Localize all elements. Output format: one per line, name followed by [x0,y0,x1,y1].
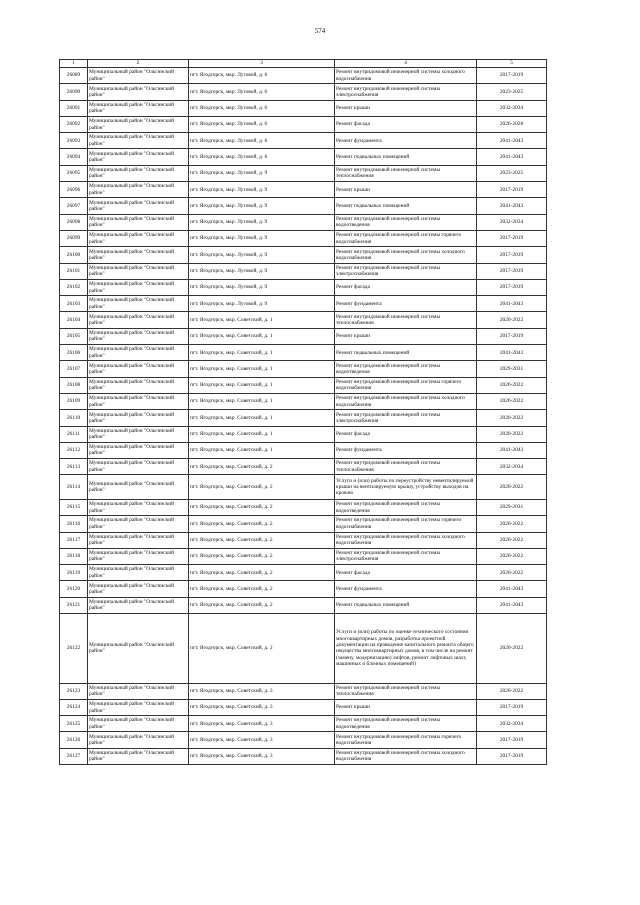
work-type-cell: Ремонт внутридомовой инженерной системы электроснабжения [335,410,477,426]
period-cell: 2020-2022 [477,410,547,426]
municipality-cell: Муниципальный район "Ольгинский район" [88,149,189,165]
work-type-cell: Услуги и (или) работы по переустройству невентилируемой крыши на вентилируемую крышу, устройству выходов на кровлю [335,475,477,500]
table-body [60,68,547,765]
period-cell: 2020-2022 [477,377,547,393]
address-cell: пгт. Ягодгорск, мкр. Советский, д. 2 [189,499,335,515]
row-number: 26121 [60,597,88,613]
column-header-3: 3 [189,60,335,68]
table-row [60,699,547,715]
municipality-cell: Муниципальный район "Ольгинский район" [88,732,189,748]
address-cell: пгт. Ягодгорск, мкр. Луговой, д. 6 [189,133,335,149]
work-type-cell: Ремонт фасада [335,116,477,132]
work-type-cell: Ремонт внутридомовой инженерной системы холодного водоснабжения [335,532,477,548]
work-type-cell: Ремонт внутридомовой инженерной системы электроснабжения [335,84,477,100]
row-number: 26105 [60,328,88,344]
row-number: 26100 [60,247,88,263]
table-row [60,581,547,597]
table-row [60,410,547,426]
table-row [60,475,547,500]
period-cell: 2017-2019 [477,732,547,748]
municipality-cell: Муниципальный район "Ольгинский район" [88,581,189,597]
municipality-cell: Муниципальный район "Ольгинский район" [88,614,189,684]
period-cell: 2041-2043 [477,597,547,613]
row-number: 26092 [60,116,88,132]
row-number: 26107 [60,361,88,377]
address-cell: пгт. Ягодгорск, мкр. Луговой, д. 9 [189,296,335,312]
period-cell: 2041-2043 [477,581,547,597]
work-type-cell: Ремонт подвальных помещений [335,149,477,165]
period-cell: 2041-2043 [477,345,547,361]
address-cell: пгт. Ягодгорск, мкр. Советский, д. 2 [189,581,335,597]
period-cell: 2032-2034 [477,214,547,230]
period-cell: 2020-2022 [477,614,547,684]
period-cell: 2020-2022 [477,475,547,500]
work-type-cell: Ремонт фасада [335,565,477,581]
table-row [60,133,547,149]
row-number: 26101 [60,263,88,279]
period-cell: 2032-2034 [477,459,547,475]
address-cell: пгт. Ягодгорск, мкр. Луговой, д. 6 [189,84,335,100]
municipality-cell: Муниципальный район "Ольгинский район" [88,475,189,500]
municipality-cell: Муниципальный район "Ольгинский район" [88,459,189,475]
address-cell: пгт. Ягодгорск, мкр. Советский, д. 3 [189,748,335,764]
address-cell: пгт. Ягодгорск, мкр. Луговой, д. 9 [189,230,335,246]
row-number: 26091 [60,100,88,116]
row-number: 26109 [60,393,88,409]
address-cell: пгт. Ягодгорск, мкр. Советский, д. 2 [189,614,335,684]
address-cell: пгт. Ягодгорск, мкр. Советский, д. 2 [189,548,335,564]
period-cell: 2017-2019 [477,230,547,246]
municipality-cell: Муниципальный район "Ольгинский район" [88,328,189,344]
municipality-cell: Муниципальный район "Ольгинский район" [88,279,189,295]
address-cell: пгт. Ягодгорск, мкр. Советский, д. 1 [189,426,335,442]
row-number: 26094 [60,149,88,165]
row-number: 26096 [60,182,88,198]
work-type-cell: Ремонт крыши [335,699,477,715]
address-cell: пгт. Ягодгорск, мкр. Луговой, д. 9 [189,165,335,181]
address-cell: пгт. Ягодгорск, мкр. Советский, д. 3 [189,732,335,748]
municipality-cell: Муниципальный район "Ольгинский район" [88,133,189,149]
address-cell: пгт. Ягодгорск, мкр. Луговой, д. 9 [189,247,335,263]
period-cell: 2017-2019 [477,699,547,715]
row-number: 26102 [60,279,88,295]
work-type-cell: Ремонт крыши [335,100,477,116]
work-type-cell: Ремонт внутридомовой инженерной системы холодного водоснабжения [335,68,477,84]
work-type-cell: Ремонт внутридомовой инженерной системы холодного водоснабжения [335,748,477,764]
table-row [60,165,547,181]
table-row [60,182,547,198]
row-number: 26125 [60,716,88,732]
municipality-cell: Муниципальный район "Ольгинский район" [88,263,189,279]
table-row [60,68,547,84]
period-cell: 2020-2022 [477,532,547,548]
row-number: 26119 [60,565,88,581]
period-cell: 2017-2019 [477,279,547,295]
municipality-cell: Муниципальный район "Ольгинский район" [88,516,189,532]
municipality-cell: Муниципальный район "Ольгинский район" [88,312,189,328]
municipality-cell: Муниципальный район "Ольгинский район" [88,699,189,715]
municipality-cell: Муниципальный район "Ольгинский район" [88,565,189,581]
table-row [60,263,547,279]
work-type-cell: Ремонт внутридомовой инженерной системы горячего водоснабжения [335,516,477,532]
row-number: 26120 [60,581,88,597]
period-cell: 2017-2019 [477,748,547,764]
table-row [60,198,547,214]
row-number: 26090 [60,84,88,100]
table-row [60,548,547,564]
work-type-cell: Ремонт внутридомовой инженерной системы водоотведения [335,716,477,732]
table-row [60,614,547,684]
work-type-cell: Ремонт подвальных помещений [335,597,477,613]
row-number: 26103 [60,296,88,312]
table-row [60,312,547,328]
period-cell: 2023-2025 [477,84,547,100]
address-cell: пгт. Ягодгорск, мкр. Луговой, д. 6 [189,100,335,116]
work-type-cell: Ремонт фасада [335,426,477,442]
municipality-cell: Муниципальный район "Ольгинский район" [88,442,189,458]
table-row [60,716,547,732]
municipality-cell: Муниципальный район "Ольгинский район" [88,296,189,312]
work-type-cell: Ремонт внутридомовой инженерной системы горячего водоснабжения [335,377,477,393]
row-number: 26122 [60,614,88,684]
municipality-cell: Муниципальный район "Ольгинский район" [88,230,189,246]
row-number: 26099 [60,230,88,246]
address-cell: пгт. Ягодгорск, мкр. Луговой, д. 9 [189,198,335,214]
municipality-cell: Муниципальный район "Ольгинский район" [88,116,189,132]
row-number: 26126 [60,732,88,748]
row-number: 26113 [60,459,88,475]
period-cell: 2020-2022 [477,516,547,532]
table-row [60,279,547,295]
row-number: 26110 [60,410,88,426]
row-number: 26093 [60,133,88,149]
table-row [60,516,547,532]
table-header [60,60,547,68]
row-number: 26097 [60,198,88,214]
table-row [60,100,547,116]
period-cell: 2017-2019 [477,263,547,279]
address-cell: пгт. Ягодгорск, мкр. Луговой, д. 6 [189,116,335,132]
period-cell: 2020-2022 [477,683,547,699]
period-cell: 2023-2025 [477,165,547,181]
row-number: 26098 [60,214,88,230]
municipality-cell: Муниципальный район "Ольгинский район" [88,597,189,613]
municipality-cell: Муниципальный район "Ольгинский район" [88,393,189,409]
work-type-cell: Ремонт фасада [335,279,477,295]
work-type-cell: Ремонт внутридомовой инженерной системы теплоснабжения [335,165,477,181]
work-type-cell: Ремонт внутридомовой инженерной системы водоотведения [335,499,477,515]
work-type-cell: Ремонт фундамента [335,296,477,312]
period-cell: 2026-2028 [477,116,547,132]
municipality-cell: Муниципальный район "Ольгинский район" [88,548,189,564]
period-cell: 2032-2034 [477,716,547,732]
table-row [60,116,547,132]
work-type-cell: Ремонт внутридомовой инженерной системы холодного водоснабжения [335,247,477,263]
address-cell: пгт. Ягодгорск, мкр. Советский, д. 2 [189,459,335,475]
address-cell: пгт. Ягодгорск, мкр. Луговой, д. 9 [189,263,335,279]
address-cell: пгт. Ягодгорск, мкр. Советский, д. 3 [189,683,335,699]
table-row [60,459,547,475]
row-number: 26095 [60,165,88,181]
row-number: 26104 [60,312,88,328]
table-row [60,328,547,344]
period-cell: 2032-2034 [477,100,547,116]
row-number: 26112 [60,442,88,458]
row-number: 26127 [60,748,88,764]
register-table [59,59,547,765]
work-type-cell: Услуги и (или) работы по оценке технического состояния многоквартирных домов, разработка проектной документации на проведение капитального ремонта общего имущества многоквартирных домов, в том числе на ремонт (замену, модернизацию) лифтов, ремонт лифтовых шахт, машинных и блочных помещений) [335,614,477,684]
work-type-cell: Ремонт подвальных помещений [335,198,477,214]
work-type-cell: Ремонт внутридомовой инженерной системы теплоснабжения [335,683,477,699]
work-type-cell: Ремонт фундамента [335,442,477,458]
period-cell: 2041-2043 [477,198,547,214]
table-row [60,597,547,613]
row-number: 26117 [60,532,88,548]
work-type-cell: Ремонт внутридомовой инженерной системы водоотведения [335,361,477,377]
address-cell: пгт. Ягодгорск, мкр. Советский, д. 2 [189,532,335,548]
work-type-cell: Ремонт внутридомовой инженерной системы электроснабжения [335,548,477,564]
address-cell: пгт. Ягодгорск, мкр. Советский, д. 2 [189,565,335,581]
work-type-cell: Ремонт внутридомовой инженерной системы водоотведения [335,214,477,230]
municipality-cell: Муниципальный район "Ольгинский район" [88,532,189,548]
municipality-cell: Муниципальный район "Ольгинский район" [88,410,189,426]
municipality-cell: Муниципальный район "Ольгинский район" [88,182,189,198]
address-cell: пгт. Ягодгорск, мкр. Советский, д. 2 [189,475,335,500]
column-header-1: 1 [60,60,88,68]
work-type-cell: Ремонт внутридомовой инженерной системы теплоснабжения [335,312,477,328]
municipality-cell: Муниципальный район "Ольгинский район" [88,68,189,84]
municipality-cell: Муниципальный район "Ольгинский район" [88,748,189,764]
municipality-cell: Муниципальный район "Ольгинский район" [88,247,189,263]
table-row [60,426,547,442]
work-type-cell: Ремонт внутридомовой инженерной системы горячего водоснабжения [335,732,477,748]
address-cell: пгт. Ягодгорск, мкр. Советский, д. 3 [189,699,335,715]
period-cell: 2017-2019 [477,247,547,263]
municipality-cell: Муниципальный район "Ольгинский район" [88,499,189,515]
municipality-cell: Муниципальный район "Ольгинский район" [88,426,189,442]
table-row [60,499,547,515]
address-cell: пгт. Ягодгорск, мкр. Советский, д. 1 [189,328,335,344]
row-number: 26114 [60,475,88,500]
municipality-cell: Муниципальный район "Ольгинский район" [88,165,189,181]
period-cell: 2020-2022 [477,565,547,581]
municipality-cell: Муниципальный район "Ольгинский район" [88,361,189,377]
table-row [60,247,547,263]
address-cell: пгт. Ягодгорск, мкр. Луговой, д. 9 [189,214,335,230]
table-row [60,393,547,409]
table-row [60,732,547,748]
address-cell: пгт. Ягодгорск, мкр. Советский, д. 1 [189,410,335,426]
work-type-cell: Ремонт внутридомовой инженерной системы холодного водоснабжения [335,393,477,409]
work-type-cell: Ремонт внутридомовой инженерной системы горячего водоснабжения [335,230,477,246]
address-cell: пгт. Ягодгорск, мкр. Советский, д. 2 [189,597,335,613]
address-cell: пгт. Ягодгорск, мкр. Советский, д. 1 [189,377,335,393]
address-cell: пгт. Ягодгорск, мкр. Советский, д. 3 [189,716,335,732]
table-row [60,345,547,361]
work-type-cell: Ремонт подвальных помещений [335,345,477,361]
table-row [60,748,547,764]
row-number: 26115 [60,499,88,515]
address-cell: пгт. Ягодгорск, мкр. Советский, д. 1 [189,393,335,409]
municipality-cell: Муниципальный район "Ольгинский район" [88,716,189,732]
row-number: 26123 [60,683,88,699]
period-cell: 2029-2031 [477,361,547,377]
period-cell: 2041-2043 [477,133,547,149]
column-header-5: 5 [477,60,547,68]
work-type-cell: Ремонт фундамента [335,581,477,597]
table-row [60,683,547,699]
row-number: 26108 [60,377,88,393]
municipality-cell: Муниципальный район "Ольгинский район" [88,683,189,699]
period-cell: 2020-2022 [477,393,547,409]
column-header-2: 2 [88,60,189,68]
municipality-cell: Муниципальный район "Ольгинский район" [88,100,189,116]
municipality-cell: Муниципальный район "Ольгинский район" [88,84,189,100]
table-row [60,84,547,100]
municipality-cell: Муниципальный район "Ольгинский район" [88,214,189,230]
table-row [60,565,547,581]
page-number: 574 [314,27,326,35]
row-number: 26116 [60,516,88,532]
work-type-cell: Ремонт фундамента [335,133,477,149]
table-row [60,377,547,393]
period-cell: 2017-2019 [477,68,547,84]
work-type-cell: Ремонт внутридомовой инженерной системы теплоснабжения [335,459,477,475]
address-cell: пгт. Ягодгорск, мкр. Советский, д. 1 [189,312,335,328]
table-row [60,214,547,230]
table-row [60,296,547,312]
table-row [60,149,547,165]
municipality-cell: Муниципальный район "Ольгинский район" [88,377,189,393]
address-cell: пгт. Ягодгорск, мкр. Луговой, д. 6 [189,149,335,165]
table-row [60,361,547,377]
period-cell: 2017-2019 [477,182,547,198]
row-number: 26118 [60,548,88,564]
column-header-4: 4 [335,60,477,68]
table-row [60,230,547,246]
period-cell: 2041-2043 [477,296,547,312]
row-number: 26124 [60,699,88,715]
work-type-cell: Ремонт крыши [335,182,477,198]
address-cell: пгт. Ягодгорск, мкр. Советский, д. 2 [189,516,335,532]
period-cell: 2020-2022 [477,548,547,564]
row-number: 26106 [60,345,88,361]
municipality-cell: Муниципальный район "Ольгинский район" [88,198,189,214]
table-row [60,532,547,548]
period-cell: 2017-2019 [477,328,547,344]
period-cell: 2041-2043 [477,442,547,458]
address-cell: пгт. Ягодгорск, мкр. Луговой, д. 9 [189,182,335,198]
table-row [60,442,547,458]
municipality-cell: Муниципальный район "Ольгинский район" [88,345,189,361]
period-cell: 2041-2043 [477,149,547,165]
address-cell: пгт. Ягодгорск, мкр. Советский, д. 1 [189,345,335,361]
address-cell: пгт. Ягодгорск, мкр. Советский, д. 1 [189,361,335,377]
row-number: 26089 [60,68,88,84]
work-type-cell: Ремонт внутридомовой инженерной системы электроснабжения [335,263,477,279]
period-cell: 2020-2022 [477,312,547,328]
period-cell: 2029-2031 [477,499,547,515]
period-cell: 2020-2022 [477,426,547,442]
row-number: 26111 [60,426,88,442]
address-cell: пгт. Ягодгорск, мкр. Советский, д. 1 [189,442,335,458]
address-cell: пгт. Ягодгорск, мкр. Луговой, д. 6 [189,68,335,84]
address-cell: пгт. Ягодгорск, мкр. Луговой, д. 9 [189,279,335,295]
work-type-cell: Ремонт крыши [335,328,477,344]
